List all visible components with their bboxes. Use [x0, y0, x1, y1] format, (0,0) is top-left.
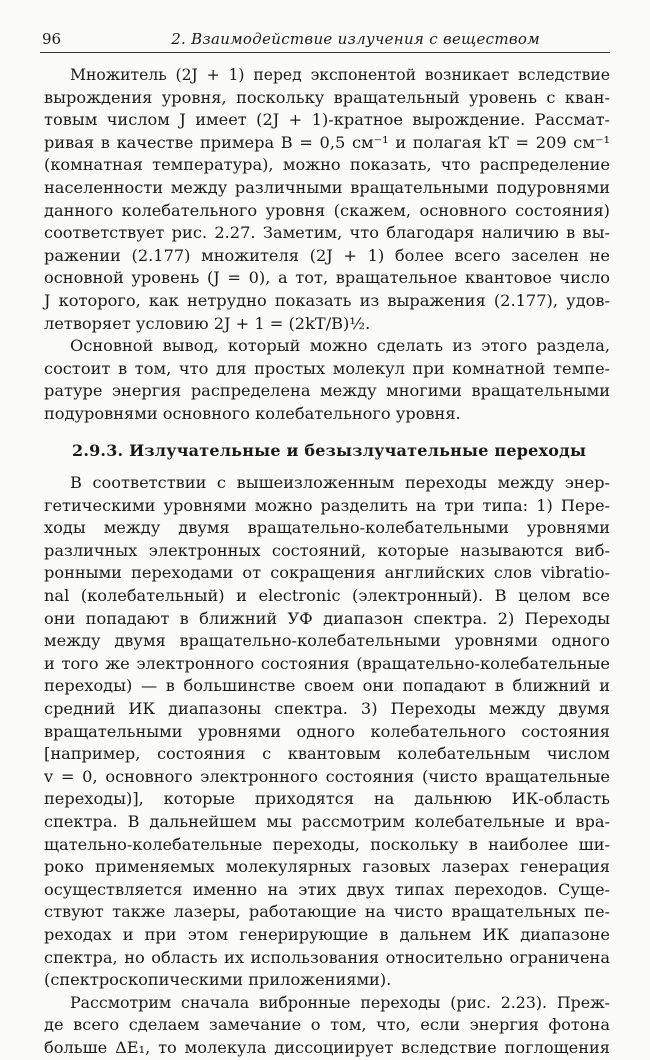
text-line: данного колебательного уровня (скажем, основного состояния): [44, 200, 610, 220]
text-line: населенности между различными вращательными подуровнями: [44, 177, 610, 197]
text-line: между двумя вращательно-колебательными уровнями одного: [44, 631, 610, 651]
page-header: [40, 26, 610, 53]
text-line: (комнатная температура), можно показать, что распределение: [44, 155, 610, 175]
text-line: и того же электронного состояния (вращательно-колебательные: [44, 653, 610, 673]
text-line: де всего сделаем замечание о том, что, если энергия фотона: [44, 1015, 610, 1035]
text-line: (спектроскопическими приложениями).: [44, 970, 392, 990]
text-line: роко применяемых молекулярных газовых лазерах генерация: [44, 857, 610, 877]
text-line: J которого, как нетрудно показать из выражения (2.177), удов-: [44, 290, 610, 310]
section-heading: 2.9.3. Излучательные и безызлучательные переходы: [72, 440, 587, 460]
text-line: основной уровень (J = 0), а тот, вращательное квантовое число: [44, 268, 610, 288]
text-line: Множитель (2J + 1) перед экспонентой возникает вследствие: [70, 66, 610, 84]
text-line: переходы)], которые приходятся на дальнюю ИК-область: [44, 789, 610, 809]
text-line: ствуют также лазеры, работающие на чисто вращательных пе-: [44, 902, 610, 922]
text-line: nal (колебательный) и electronic (электронный). В целом все: [44, 586, 610, 606]
text-line: Основной вывод, который можно сделать из этого раздела,: [70, 336, 610, 356]
text-line: они попадают в ближний УФ диапазон спектра. 2) Переходы: [44, 608, 610, 628]
text-line: [например, состояния с квантовым колебательным числом: [44, 744, 610, 764]
text-line: Рассмотрим сначала вибронные переходы (рис. 2.23). Преж-: [70, 992, 610, 1012]
text-line: осуществляется именно на этих двух типах переходов. Суще-: [44, 879, 610, 899]
page-body: [44, 64, 610, 1060]
text-line: летворяет условию 2J + 1 = (2kT/B)½.: [44, 313, 371, 333]
page-number: 96: [42, 30, 62, 48]
spacer: [44, 426, 610, 434]
text-line: соответствует рис. 2.27. Заметим, что благодаря наличию в вы-: [44, 223, 610, 243]
text-line: ронными переходами от сокращения английских слов vibratio-: [44, 563, 610, 583]
paragraph-4: [44, 992, 610, 1060]
text-line: ривая в качестве примера B = 0,5 см⁻¹ и полагая kT = 209 см⁻¹: [44, 132, 610, 152]
text-line: гетическими уровнями можно разделить на три типа: 1) Пере-: [44, 495, 610, 515]
paragraph-3: [44, 472, 610, 992]
text-line: подуровнями основного колебательного уровня.: [44, 403, 461, 423]
text-line: спектра, но область их использования относительно ограничена: [44, 947, 610, 967]
text-line: В соответствии с вышеизложенным переходы между энер-: [70, 473, 610, 493]
text-line: средний ИК диапазоны спектра. 3) Переходы между двумя: [44, 699, 610, 719]
text-line: различных электронных состояний, которые называются виб-: [44, 540, 610, 560]
running-title: 2. Взаимодействие излучения с веществом: [171, 30, 540, 48]
text-line: товым числом J имеет (2J + 1)-кратное вырождение. Рассмат-: [44, 110, 610, 130]
paragraph-1: [44, 64, 610, 335]
text-line: вращательными уровнями одного колебательного состояния: [44, 721, 610, 741]
text-line: состоит в том, что для простых молекул при комнатной темпе-: [44, 358, 610, 378]
text-line: v = 0, основного электронного состояния (чисто вращательные: [44, 766, 610, 786]
text-line: щательно-колебательные переходы, поскольку в наиболее ши-: [44, 834, 610, 854]
text-line: ражении (2.177) множителя (2J + 1) более всего заселен не: [44, 245, 610, 265]
text-line: ходы между двумя вращательно-колебательными уровнями: [44, 518, 610, 538]
paragraph-2: [44, 335, 610, 425]
text-line: вырождения уровня, поскольку вращательный уровень с кван-: [44, 87, 610, 107]
text-line: спектра. В дальнейшем мы рассмотрим колебательные и вра-: [44, 812, 610, 831]
text-line: ратуре энергия распределена между многими вращательными: [44, 381, 610, 401]
text-line: больше ΔE₁, то молекула диссоциирует вследствие поглощения: [44, 1037, 610, 1057]
text-line: реходах и при этом генерирующие в дальнем ИК диапазоне: [44, 924, 610, 944]
text-line: переходы) — в большинстве своем они попадают в ближний и: [44, 676, 610, 696]
